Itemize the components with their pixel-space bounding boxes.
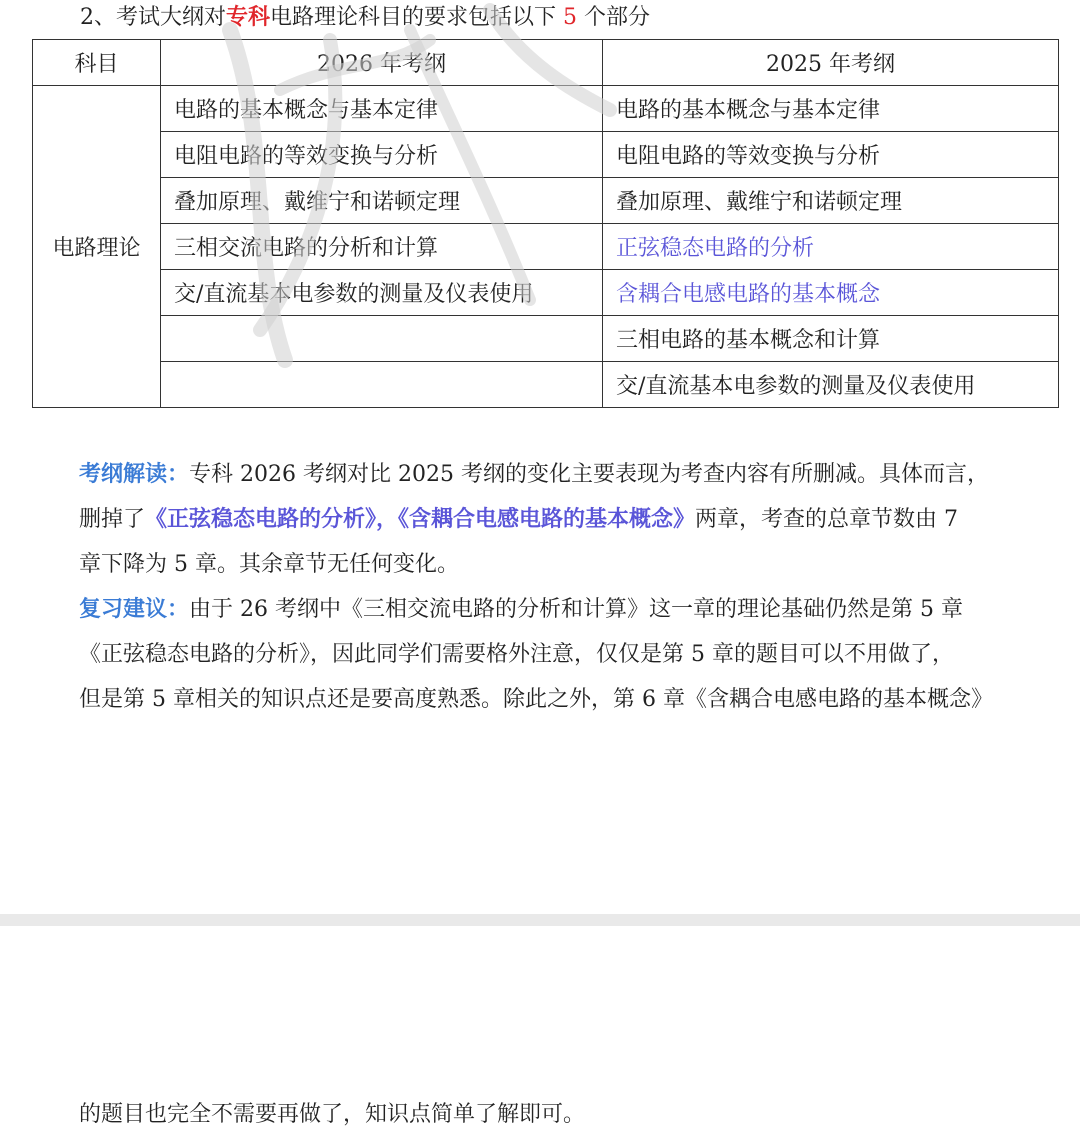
cell-2025-removed: 正弦稳态电路的分析 [603,224,1059,270]
review-advice: 复习建议：由于 26 考纲中《三相交流电路的分析和计算》这一章的理论基础仍然是第 5 章 《正弦稳态电路的分析》，因此同学们需要格外注意，仅仅是第 5 章的题目可以不用做了， 但是第 5 章相关的知识点还是要高度熟悉。除此之外，第 6 章《含耦合电感电路的基本概念》 [79,596,993,712]
table-row [33,316,1059,362]
header-2026: 2026 年考纲 [161,40,603,86]
page-separator [0,914,1080,926]
header-2025: 2025 年考纲 [603,40,1059,86]
cell-2025: 电路的基本概念与基本定律 [603,86,1059,132]
syllabus-interpretation: 考纲解读：专科 2026 考纲对比 2025 考纲的变化主要表现为考查内容有所删减。具体而言， 删掉了《正弦稳态电路的分析》，《含耦合电感电路的基本概念》两章，考查的总章节数由 7 章下降为 5 章。其余章节无任何变化。 [79,461,989,577]
cell-2026: 电阻电路的等效变换与分析 [161,132,603,178]
cell-2025: 三相电路的基本概念和计算 [603,316,1059,362]
cell-2026: 三相交流电路的分析和计算 [161,224,603,270]
cell-2025-removed: 含耦合电感电路的基本概念 [603,270,1059,316]
cell-2026-empty [161,362,603,408]
removed-chapters: 《正弦稳态电路的分析》，《含耦合电感电路的基本概念》 [145,506,696,532]
syllabus-comparison-table [32,39,1059,408]
cell-2025: 电阻电路的等效变换与分析 [603,132,1059,178]
cell-2026: 交/直流基本电参数的测量及仪表使用 [161,270,603,316]
advice-continuation: 的题目也完全不需要再做了，知识点简单了解即可。 [79,1102,586,1127]
table-row [33,224,1059,270]
advice-label: 复习建议： [79,596,190,622]
cell-2026-empty [161,316,603,362]
cell-2025: 叠加原理、戴维宁和诺顿定理 [603,178,1059,224]
interpretation-label: 考纲解读： [79,461,190,487]
table-header-row [33,40,1059,86]
table-row [33,178,1059,224]
table-row [33,362,1059,408]
part-count: 5 [563,5,578,30]
table-row [33,86,1059,132]
table-row [33,132,1059,178]
table-row [33,270,1059,316]
section-heading: 2、考试大纲对专科电路理论科目的要求包括以下 5 个部分 [80,4,651,30]
cell-2025: 交/直流基本电参数的测量及仪表使用 [603,362,1059,408]
cell-2026: 电路的基本概念与基本定律 [161,86,603,132]
subject-cell: 电路理论 [33,86,161,408]
cell-2026: 叠加原理、戴维宁和诺顿定理 [161,178,603,224]
header-subject: 科目 [33,40,161,86]
heading-highlight: 专科 [226,4,271,30]
